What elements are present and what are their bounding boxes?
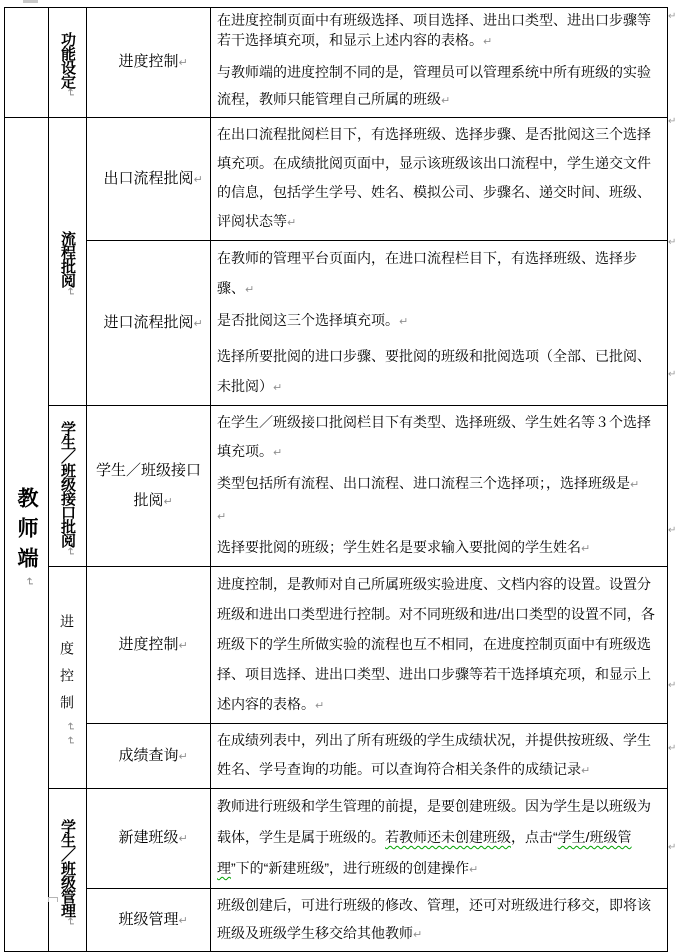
category-label-vertical: 流程批阅↵ <box>59 231 76 297</box>
text-run: 类型包括所有流程、出口流程、进口流程三个选择项；，选择班级是 <box>217 475 630 491</box>
grammar-flagged-text-run: 若教师还未创建班级 <box>385 829 511 845</box>
text-run: 选择要批阅的班级；学生姓名是要求输入要批阅的学生姓名 <box>217 539 581 555</box>
row-end-mark: ↵ <box>668 842 677 853</box>
feature-label: 新建班级↵ <box>118 829 188 846</box>
feature-text: 进度控制 <box>118 635 179 653</box>
category-text: 功能设定 <box>59 32 76 88</box>
category-cell-progress-control[interactable] <box>49 567 87 789</box>
page-edge-artifact <box>23 0 38 3</box>
feature-description-table <box>4 7 668 952</box>
text-run: 在出口流程批阅栏目下，有选择班级、选择步骤、是否批阅这三个选择填充项。在成绩批阅页面中，显示该班级该出口流程中，学生递交文件的信息，包括学生学号、姓名、模拟公司、步骤名、递交时间、班级、评阅状态等 <box>217 126 651 229</box>
description-cell-progress-control[interactable] <box>211 567 668 724</box>
feature-cell-exit-process-review[interactable] <box>87 118 211 241</box>
text-run: 在成绩列表中，列出了所有班级的学生成绩状况，并提供按班级、学生姓名、学号查询的功能。可以查询符合相关条件的成绩记录 <box>217 732 651 777</box>
description-cell-score-query[interactable] <box>211 724 668 789</box>
paragraph: 在成绩列表中，列出了所有班级的学生成绩状况，并提供按班级、学生姓名、学号查询的功能。可以查询符合相关条件的成绩记录↵ <box>217 732 651 777</box>
category-cell-student-class-management[interactable] <box>49 789 87 952</box>
paragraph: 教师进行班级和学生管理的前提，是要创建班级。因为学生是以班级为载体，学生是属于班级的。若教师还未创建班级，点击“学生/班级管理”下的“新建班级”，进行班级的创建操作↵ <box>217 798 651 876</box>
feature-text: 进度控制 <box>118 53 179 70</box>
text-run: ，点击“ <box>511 829 558 845</box>
feature-cell-entry-process-review[interactable] <box>87 241 211 406</box>
paragraph: 在学生／班级接口批阅栏目下有类型、选择班级、学生姓名等３个选择填充项。↵ <box>217 414 651 459</box>
feature-text: 进口流程批阅 <box>103 313 194 331</box>
row-end-mark: ↵ <box>668 116 677 127</box>
teacher-side-cell[interactable] <box>5 118 49 952</box>
feature-cell-student-class-interface-review[interactable] <box>87 406 211 567</box>
feature-label: 班级管理↵ <box>118 910 188 928</box>
text-run: 在进度控制页面中有班级选择、项目选择、进出口类型、进出口步骤等若干选择填充项，和显示上述内容的表格。 <box>217 12 651 48</box>
paragraph: 选择要批阅的班级；学生姓名是要求输入要批阅的学生姓名↵ <box>217 539 591 555</box>
description-cell-progress-control-admin[interactable] <box>211 8 668 118</box>
description-cell-class-management[interactable] <box>211 889 668 952</box>
category-label-vertical: 功能设定↵ <box>59 32 76 98</box>
category-cell-student-class-interface-review[interactable] <box>49 406 87 567</box>
feature-cell-progress-control[interactable] <box>87 567 211 724</box>
row-end-mark: ↵ <box>668 743 677 754</box>
teacher-side-text: 教师端 <box>15 487 38 577</box>
row-end-mark: ↵ <box>668 11 677 22</box>
text-run: 是否批阅这三个选择填充项。 <box>217 312 399 328</box>
corner-empty-cell[interactable] <box>5 8 49 118</box>
paragraph: 与教师端的进度控制不同的是，管理员可以管理系统中所有班级的实验流程，教师只能管理自己所属的班级↵ <box>217 64 651 107</box>
description-cell-entry-process-review[interactable] <box>211 241 668 406</box>
feature-text: 班级管理 <box>118 910 179 928</box>
description-cell-create-class[interactable] <box>211 789 668 889</box>
description-cell-exit-process-review[interactable] <box>211 118 668 241</box>
paragraph: 在教师的管理平台页面内，在进口流程栏目下，有选择班级、选择步骤、↵ 是否批阅这三个选择填充项。↵ <box>217 250 637 328</box>
text-run: 在教师的管理平台页面内，在进口流程栏目下，有选择班级、选择步骤、 <box>217 250 637 296</box>
text-run: 教师进行班级和学生管理的前提，是要创建班级。因为学生是以班级为载体，学生是属于班级的。 <box>217 798 651 845</box>
category-text: 学生／班级管理 <box>59 818 76 917</box>
feature-label: 出口流程批阅↵ <box>103 169 203 187</box>
category-cell-process-review[interactable] <box>49 118 87 406</box>
paragraph: 在出口流程批阅栏目下，有选择班级、选择步骤、是否批阅这三个选择填充项。在成绩批阅页面中，显示该班级该出口流程中，学生递交文件的信息，包括学生学号、姓名、模拟公司、步骤名、递交时间、班级、评阅状态等↵ <box>217 126 651 229</box>
feature-label: 学生／班级接口批阅↵ <box>95 461 201 509</box>
category-label-vertical: 进度控制↵↵ <box>59 614 76 746</box>
paragraph: 班级创建后，可进行班级的修改、管理，还可对班级进行移交，即将该班级及班级学生移交给其他教师↵ <box>217 897 651 941</box>
category-text: 流程批阅 <box>59 231 76 287</box>
paragraph: 选择所要批阅的进口步骤、要批阅的班级和批阅选项（全部、已批阅、未批阅）↵ <box>217 348 651 394</box>
category-label-vertical: 学生／班级管理↵ <box>59 818 76 926</box>
table-resize-handle-artifact <box>48 897 58 902</box>
paragraph: 在进度控制页面中有班级选择、项目选择、进出口类型、进出口步骤等若干选择填充项，和显示上述内容的表格。↵ <box>217 12 651 48</box>
row-end-mark: ↵ <box>668 369 677 380</box>
feature-cell-class-management[interactable] <box>87 889 211 952</box>
teacher-side-label-vertical: 教师端↵ <box>15 487 38 587</box>
feature-text: 成绩查询 <box>118 746 179 764</box>
category-label-vertical: 学生／班级接口批阅↵ <box>59 420 76 556</box>
feature-label: 进度控制↵ <box>118 53 188 70</box>
description-cell-student-class-interface-review[interactable] <box>211 406 668 567</box>
grammar-flagged-text-run: 学生/班级管理 <box>217 829 632 876</box>
feature-label: 成绩查询↵ <box>118 746 188 764</box>
feature-cell-create-class[interactable] <box>87 789 211 889</box>
row-end-mark: ↵ <box>668 525 677 536</box>
text-run: 班级创建后，可进行班级的修改、管理，还可对班级进行移交，即将该班级及班级学生移交给其他教师 <box>217 897 651 941</box>
text-run: 与教师端的进度控制不同的是，管理员可以管理系统中所有班级的实验流程，教师只能管理自己所属的班级 <box>217 64 651 107</box>
text-run: 选择所要批阅的进口步骤、要批阅的班级和批阅选项（全部、已批阅、未批阅） <box>217 348 651 394</box>
feature-text: 学生／班级接口批阅 <box>95 461 201 509</box>
feature-label: 进度控制↵ <box>118 635 188 653</box>
text-run: ”下的“新建班级”，进行班级的创建操作 <box>231 860 469 876</box>
paragraph: 进度控制，是教师对自己所属班级实验进度、文档内容的设置。设置分班级和进出口类型进行控制。对不同班级和进/出口类型的设置不同，各班级下的学生所做实验的流程也互不相同，在进度控制页面中有班级选择、项目选择、进出口类型、进出口步骤等若干选择填充项，和显示上述内容的表格。↵ <box>217 576 655 712</box>
feature-text: 出口流程批阅 <box>103 169 194 187</box>
row-end-mark: ↵ <box>668 680 677 691</box>
row-end-mark: ↵ <box>668 237 677 248</box>
category-text: 学生／班级接口批阅 <box>59 420 76 547</box>
text-run: 进度控制，是教师对自己所属班级实验进度、文档内容的设置。设置分班级和进出口类型进行控制。对不同班级和进/出口类型的设置不同，各班级下的学生所做实验的流程也互不相同，在进度控制页面中有班级选择、项目选择、进出口类型、进出口步骤等若干选择填充项，和显示上述内容的表格。 <box>217 576 655 712</box>
feature-cell-progress-control-admin[interactable] <box>87 8 211 118</box>
paragraph: ↵ <box>217 511 227 523</box>
text-run: 在学生／班级接口批阅栏目下有类型、选择班级、学生姓名等３个选择填充项。 <box>217 414 651 459</box>
feature-cell-score-query[interactable] <box>87 724 211 789</box>
category-text: 进度控制 <box>59 614 75 722</box>
feature-text: 新建班级 <box>118 829 179 846</box>
feature-label: 进口流程批阅↵ <box>103 313 203 331</box>
paragraph: 类型包括所有流程、出口流程、进口流程三个选择项；，选择班级是↵ <box>217 475 640 491</box>
category-cell-function-settings[interactable] <box>49 8 87 118</box>
